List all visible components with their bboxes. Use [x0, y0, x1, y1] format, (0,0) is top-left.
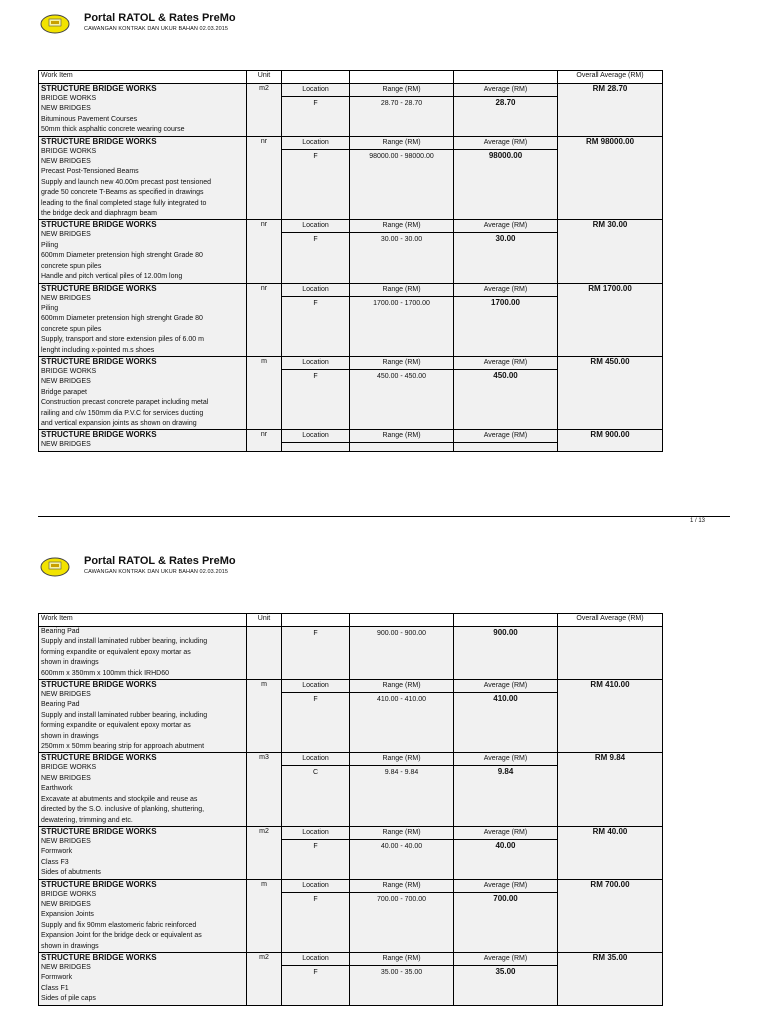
table-row — [39, 879, 663, 952]
unit-cell: m2 — [247, 84, 282, 137]
average-value: 1700.00 — [491, 297, 520, 307]
work-item-cell — [39, 356, 247, 429]
range-value: 450.00 - 450.00 — [376, 372, 427, 380]
page-title: Portal RATOL & Rates PreMo — [84, 12, 236, 24]
work-item-cell — [39, 680, 247, 753]
location-value: F — [313, 696, 318, 704]
unit-cell: m2 — [247, 826, 282, 879]
range-value: 98000.00 - 98000.00 — [369, 152, 434, 160]
work-item-title: STRUCTURE BRIDGE WORKS — [41, 826, 157, 836]
work-item-line: Handle and pitch vertical piles of 12.00m long — [41, 273, 183, 281]
header-unit: Unit — [247, 614, 282, 627]
overall-average-value: RM 700.00 — [590, 879, 630, 889]
work-item-line: NEW BRIDGES — [41, 691, 91, 699]
work-item-line: NEW BRIDGES — [41, 774, 91, 782]
range-subheader: Range (RM) — [350, 357, 453, 370]
page2-header — [40, 555, 236, 577]
table-row — [39, 826, 663, 879]
average-value: 900.00 — [493, 628, 518, 637]
table-row — [39, 220, 663, 283]
average-subheader: Average (RM) — [454, 680, 557, 693]
work-item-title: STRUCTURE BRIDGE WORKS — [41, 356, 157, 366]
work-item-title: STRUCTURE BRIDGE WORKS — [41, 952, 157, 962]
range-value: 410.00 - 410.00 — [376, 696, 427, 704]
page-divider — [38, 516, 730, 517]
work-item-line: railing and c/w 150mm dia P.V.C for services ducting — [41, 409, 204, 417]
unit-cell: m2 — [247, 952, 282, 1005]
work-item-line: Supply and launch new 40.00m precast post tensioned — [41, 178, 212, 186]
header-overall-average: Overall Average (RM) — [558, 614, 663, 627]
header-work-item: Work Item — [39, 71, 247, 84]
work-item-line: forming expandite or equivalent epoxy mortar as — [41, 722, 191, 730]
work-item-line: NEW BRIDGES — [41, 963, 91, 971]
table-row — [39, 680, 663, 753]
average-subheader: Average (RM) — [454, 84, 557, 97]
overall-average-value: RM 30.00 — [592, 220, 628, 230]
average-subheader: Average (RM) — [454, 357, 557, 370]
work-item-line: Bridge parapet — [41, 388, 87, 396]
table-row — [39, 283, 663, 356]
unit-cell: m — [247, 356, 282, 429]
work-item-line: NEW BRIDGES — [41, 231, 91, 239]
page-number: 1 / 13 — [690, 518, 706, 524]
range-subheader: Range (RM) — [350, 84, 453, 97]
location-subheader: Location — [282, 284, 349, 297]
work-item-line: BRIDGE WORKS — [41, 95, 97, 102]
average-value: 410.00 — [493, 694, 518, 704]
unit-cell: nr — [247, 220, 282, 283]
work-item-line: concrete spun piles — [41, 325, 102, 333]
average-subheader: Average (RM) — [454, 880, 557, 893]
table-row-continuation — [39, 627, 663, 680]
work-item-cell — [39, 220, 247, 283]
work-item-line: BRIDGE WORKS — [41, 890, 97, 898]
overall-average-value: RM 40.00 — [592, 826, 628, 836]
overall-average-value: RM 98000.00 — [585, 136, 635, 146]
unit-cell: nr — [247, 136, 282, 220]
rates-table-page2 — [38, 613, 663, 1006]
location-value: F — [313, 630, 318, 637]
range-subheader: Range (RM) — [350, 680, 453, 693]
work-item-line: Sides of abutments — [41, 869, 101, 877]
work-item-title: STRUCTURE BRIDGE WORKS — [41, 136, 157, 146]
location-value: F — [313, 236, 318, 244]
work-item-cell — [39, 826, 247, 879]
range-value: 1700.00 - 1700.00 — [373, 299, 430, 307]
work-item-line: Excavate at abutments and stockpile and reuse as — [41, 795, 198, 803]
work-item-line: shown in drawings — [41, 732, 99, 740]
range-value: 40.00 - 40.00 — [380, 842, 423, 850]
work-item-cell — [39, 753, 247, 826]
work-item-line: leading to the final completed stage fully integrated to — [41, 199, 207, 207]
location-subheader: Location — [282, 953, 349, 966]
range-subheader: Range (RM) — [350, 430, 453, 443]
location-subheader: Location — [282, 753, 349, 766]
work-item-line: Bearing Pad — [41, 701, 80, 709]
unit-cell: m — [247, 879, 282, 952]
average-value: 28.70 — [495, 98, 516, 107]
table-header-row — [39, 71, 663, 84]
range-value: 900.00 - 900.00 — [376, 630, 427, 637]
work-item-line: Earthwork — [41, 785, 73, 793]
location-subheader: Location — [282, 84, 349, 97]
overall-average-value: RM 28.70 — [592, 84, 628, 93]
average-subheader: Average (RM) — [454, 220, 557, 233]
location-value: F — [313, 100, 318, 107]
work-item-line: 50mm thick asphaltic concrete wearing course — [41, 126, 185, 134]
location-subheader: Location — [282, 827, 349, 840]
average-value: 40.00 — [495, 840, 516, 850]
work-item-line: Expansion Joints — [41, 911, 94, 919]
table-row — [39, 136, 663, 220]
average-value: 450.00 — [493, 370, 518, 380]
table-row — [39, 753, 663, 826]
location-value: F — [313, 968, 318, 976]
range-subheader: Range (RM) — [350, 137, 453, 150]
work-item-line: NEW BRIDGES — [41, 294, 91, 302]
location-value: F — [313, 299, 318, 307]
table-row — [39, 356, 663, 429]
work-item-cell — [39, 136, 247, 220]
location-value: F — [313, 152, 318, 160]
work-item-line: NEW BRIDGES — [41, 378, 91, 386]
overall-average-value: RM 9.84 — [594, 753, 626, 763]
average-value: 30.00 — [495, 234, 516, 244]
location-value: F — [313, 895, 318, 903]
average-subheader: Average (RM) — [454, 953, 557, 966]
average-subheader: Average (RM) — [454, 753, 557, 766]
table-row — [39, 952, 663, 1005]
work-item-line: dewatering, trimming and etc. — [41, 816, 133, 824]
work-item-line: BRIDGE WORKS — [41, 147, 97, 155]
range-value: 30.00 - 30.00 — [380, 236, 423, 244]
work-item-line: Precast Post-Tensioned Beams — [41, 168, 139, 176]
range-subheader: Range (RM) — [350, 827, 453, 840]
work-item-line: NEW BRIDGES — [41, 441, 91, 449]
work-item-line: Bituminous Pavement Courses — [41, 115, 138, 123]
work-item-line: directed by the S.O. inclusive of planking, shuttering, — [41, 806, 205, 814]
unit-cell: nr — [247, 283, 282, 356]
work-item-line: Class F3 — [41, 858, 69, 866]
location-subheader: Location — [282, 880, 349, 893]
average-value: 98000.00 — [488, 150, 523, 160]
overall-average-value: RM 1700.00 — [588, 283, 632, 293]
work-item-line: Piling — [41, 304, 59, 312]
jkr-logo-icon — [40, 557, 70, 577]
unit-cell: nr — [247, 430, 282, 451]
work-item-title: STRUCTURE BRIDGE WORKS — [41, 680, 157, 690]
average-subheader: Average (RM) — [454, 137, 557, 150]
work-item-line: Supply, transport and store extension piles of 6.00 m — [41, 336, 204, 344]
location-subheader: Location — [282, 680, 349, 693]
work-item-line: the bridge deck and diaphragm beam — [41, 210, 157, 218]
work-item-cell — [39, 952, 247, 1005]
overall-average-value: RM 410.00 — [590, 680, 630, 690]
location-subheader: Location — [282, 220, 349, 233]
work-item-line: Expansion Joint for the bridge deck or equivalent as — [41, 932, 202, 940]
work-item-line: Formwork — [41, 974, 73, 982]
table-header-row — [39, 614, 663, 627]
unit-cell: m3 — [247, 753, 282, 826]
table-row — [39, 430, 663, 451]
average-value: 9.84 — [497, 767, 514, 777]
work-item-line: Formwork — [41, 848, 73, 856]
rates-table-page1 — [38, 70, 663, 452]
work-item-line: BRIDGE WORKS — [41, 764, 97, 772]
page-subtitle: CAWANGAN KONTRAK DAN UKUR BAHAN 02.03.2015 — [84, 26, 229, 32]
range-subheader: Range (RM) — [350, 753, 453, 766]
work-item-line: and vertical expansion joints as shown on drawing — [41, 419, 197, 427]
work-item-line: NEW BRIDGES — [41, 837, 91, 845]
work-item-title: STRUCTURE BRIDGE WORKS — [41, 84, 157, 93]
location-subheader: Location — [282, 137, 349, 150]
work-item-title: STRUCTURE BRIDGE WORKS — [41, 753, 157, 763]
range-value: 9.84 - 9.84 — [384, 769, 419, 777]
work-item-title: STRUCTURE BRIDGE WORKS — [41, 430, 157, 440]
average-subheader: Average (RM) — [454, 430, 557, 443]
range-value: 700.00 - 700.00 — [376, 895, 427, 903]
range-subheader: Range (RM) — [350, 220, 453, 233]
location-value: C — [312, 769, 319, 777]
work-item-cell — [39, 430, 247, 451]
work-item-line: forming expandite or equivalent epoxy mortar as — [41, 648, 191, 656]
work-item-line: Construction precast concrete parapet including metal — [41, 399, 209, 407]
work-item-line: lenght including x-pointed m.s shoes — [41, 346, 155, 354]
work-item-line: NEW BRIDGES — [41, 900, 91, 908]
work-item-line: Supply and install laminated rubber bearing, including — [41, 638, 208, 646]
work-item-line: 600mm Diameter pretension high strenght Grade 80 — [41, 252, 203, 260]
work-item-line: Supply and fix 90mm elastomeric fabric reinforced — [41, 921, 197, 929]
table-row — [39, 84, 663, 137]
work-item-line: Bearing Pad — [41, 628, 80, 635]
location-subheader: Location — [282, 430, 349, 443]
work-item-title: STRUCTURE BRIDGE WORKS — [41, 879, 157, 889]
header-unit: Unit — [247, 71, 282, 84]
page-title: Portal RATOL & Rates PreMo — [84, 555, 236, 567]
range-value: 35.00 - 35.00 — [380, 968, 423, 976]
unit-cell: m — [247, 680, 282, 753]
average-subheader: Average (RM) — [454, 827, 557, 840]
range-subheader: Range (RM) — [350, 880, 453, 893]
work-item-line: Piling — [41, 241, 59, 249]
overall-average-value: RM 35.00 — [592, 952, 628, 962]
work-item-line: NEW BRIDGES — [41, 105, 91, 113]
work-item-line: 250mm x 50mm bearing strip for approach abutment — [41, 743, 205, 751]
work-item-line: Class F1 — [41, 984, 69, 992]
average-value: 35.00 — [495, 966, 516, 976]
location-value: F — [313, 842, 318, 850]
work-item-cell — [39, 84, 247, 137]
work-item-line: 600mm x 350mm x 100mm thick IRHD60 — [41, 669, 169, 677]
work-item-line: shown in drawings — [41, 942, 99, 950]
header-work-item: Work Item — [39, 614, 247, 627]
average-subheader: Average (RM) — [454, 284, 557, 297]
work-item-line: concrete spun piles — [41, 262, 102, 270]
range-subheader: Range (RM) — [350, 284, 453, 297]
work-item-line: NEW BRIDGES — [41, 158, 91, 166]
work-item-cell — [39, 283, 247, 356]
work-item-line: 600mm Diameter pretension high strenght Grade 80 — [41, 315, 203, 323]
work-item-cell — [39, 879, 247, 952]
range-subheader: Range (RM) — [350, 953, 453, 966]
page-subtitle: CAWANGAN KONTRAK DAN UKUR BAHAN 02.03.2015 — [84, 569, 229, 575]
work-item-title: STRUCTURE BRIDGE WORKS — [41, 220, 157, 230]
page1-table-clip — [0, 0, 768, 479]
location-subheader: Location — [282, 357, 349, 370]
work-item-line: shown in drawings — [41, 659, 99, 667]
work-item-line: Sides of pile caps — [41, 995, 96, 1003]
header-overall-average: Overall Average (RM) — [558, 71, 663, 84]
work-item-line: Supply and install laminated rubber bearing, including — [41, 711, 208, 719]
location-value — [282, 443, 349, 444]
overall-average-value: RM 450.00 — [590, 356, 630, 366]
work-item-line: BRIDGE WORKS — [41, 367, 97, 375]
range-value — [350, 443, 453, 444]
work-item-line: grade 50 concrete T-Beams as specified in drawings — [41, 189, 204, 197]
average-value: 700.00 — [493, 893, 518, 903]
range-value: 28.70 - 28.70 — [380, 100, 423, 107]
work-item-title: STRUCTURE BRIDGE WORKS — [41, 283, 157, 293]
overall-average-value: RM 900.00 — [590, 430, 630, 440]
location-value: F — [313, 372, 318, 380]
